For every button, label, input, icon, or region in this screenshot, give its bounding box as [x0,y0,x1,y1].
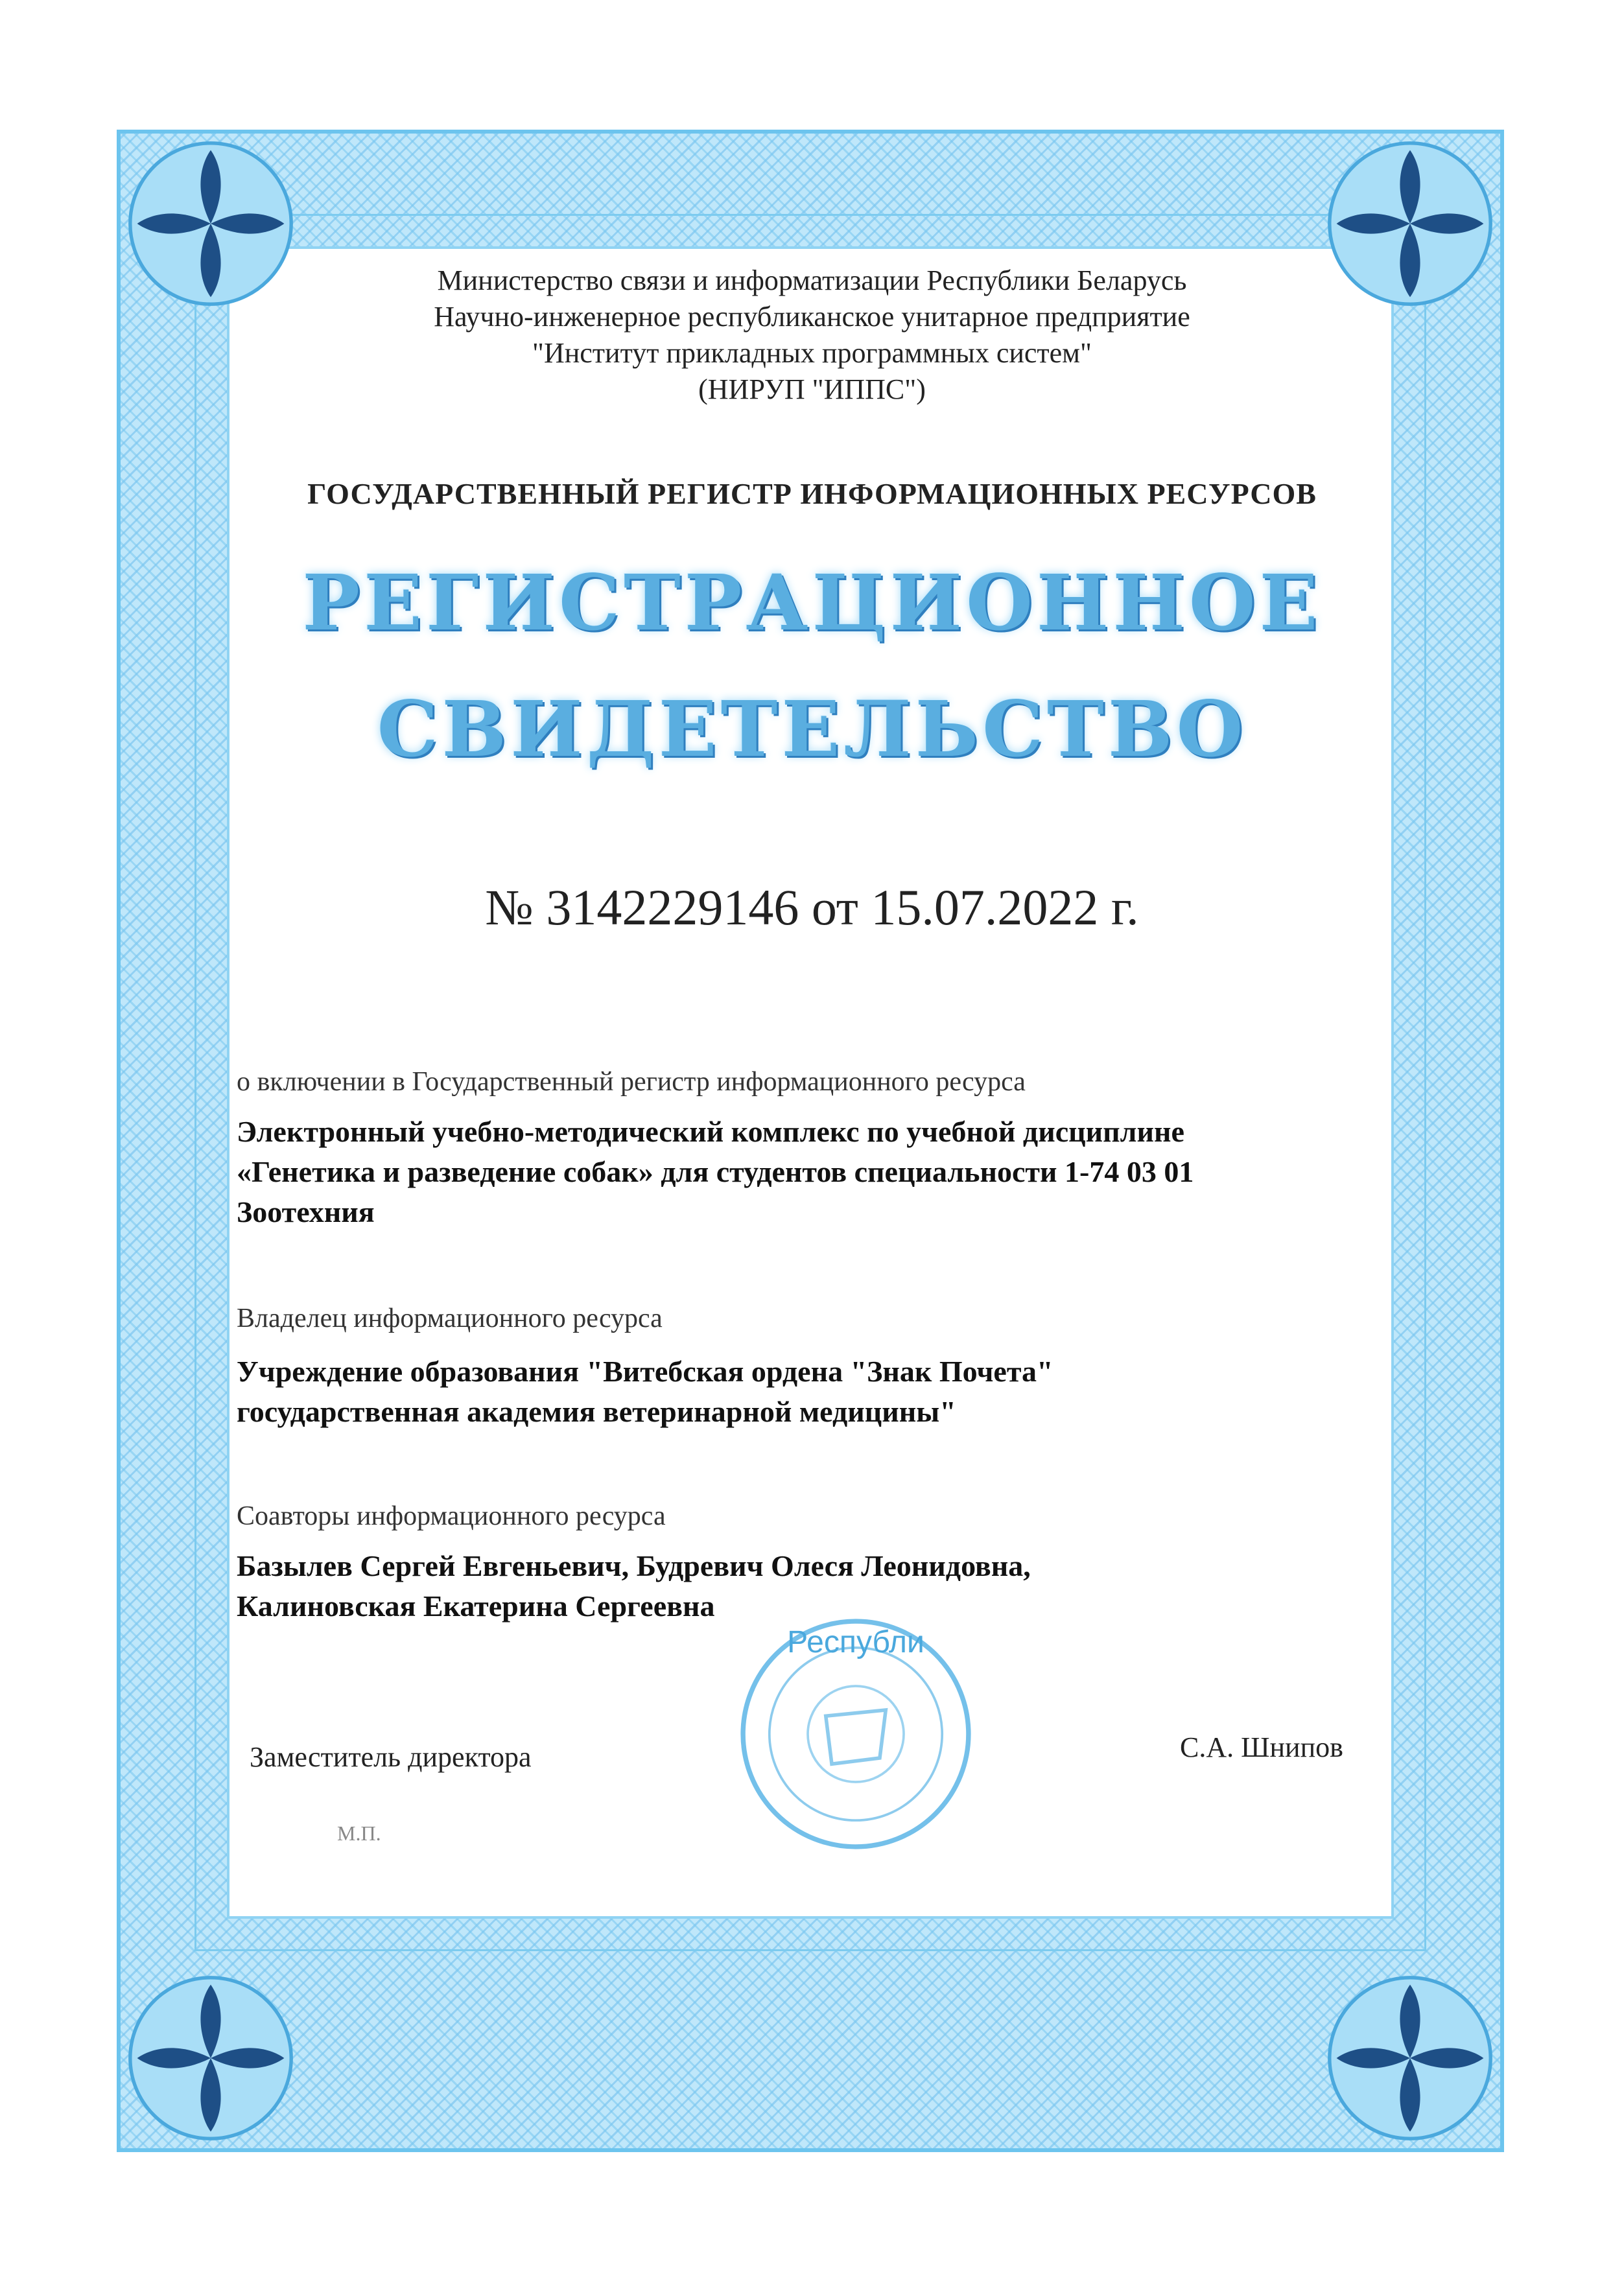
register-title: ГОСУДАРСТВЕННЫЙ РЕГИСТР ИНФОРМАЦИОННЫХ РЕСУРСОВ [307,477,1317,510]
coauthors-line: Калиновская Екатерина Сергеевна [237,1589,715,1623]
certificate-number: № 3142229146 от 15.07.2022 г. [485,879,1139,935]
institute-line: "Институт прикладных программных систем" [532,337,1092,369]
resource-name-line: Зоотехния [237,1195,375,1228]
coauthors-label: Соавторы информационного ресурса [237,1501,666,1531]
seal-text: Республи [787,1624,924,1660]
owner-name [237,1352,1404,1432]
ministry-header [0,263,1624,408]
owner-name-line: государственная академия ветеринарной медицины" [237,1395,956,1428]
enterprise-line: Научно-инженерное республиканское унитарное предприятие [434,301,1190,333]
certificate-title-line2: СВИДЕТЕЛЬСТВО [377,684,1247,774]
owner-name-line: Учреждение образования "Витебская ордена "Знак Почета" [237,1355,1053,1388]
inclusion-label: о включении в Государственный регистр информационного ресурса [237,1067,1026,1097]
official-seal-icon [736,1614,976,1854]
signatory-name: С.А. Шнипов [1180,1731,1343,1763]
coauthors-line: Базылев Сергей Евгеньевич, Будревич Олеся Леонидовна, [237,1549,1031,1582]
resource-name [237,1112,1404,1232]
signatory-position: Заместитель директора [250,1741,532,1773]
abbreviation-line: (НИРУП "ИППС") [698,373,926,405]
resource-name-line: Электронный учебно-методический комплекс по учебной дисциплине [237,1115,1184,1148]
certificate-title-line1: РЕГИСТРАЦИОННОЕ [302,557,1322,648]
owner-label: Владелец информационного ресурса [237,1304,663,1333]
ministry-line: Министерство связи и информатизации Республики Беларусь [437,264,1187,296]
resource-name-line: «Генетика и разведение собак» для студентов специальности 1-74 03 01 [237,1155,1194,1188]
stamp-place-label: М.П. [337,1822,381,1845]
corner-ornament-icon [1323,1971,1498,2146]
corner-ornament-icon [123,1971,298,2146]
